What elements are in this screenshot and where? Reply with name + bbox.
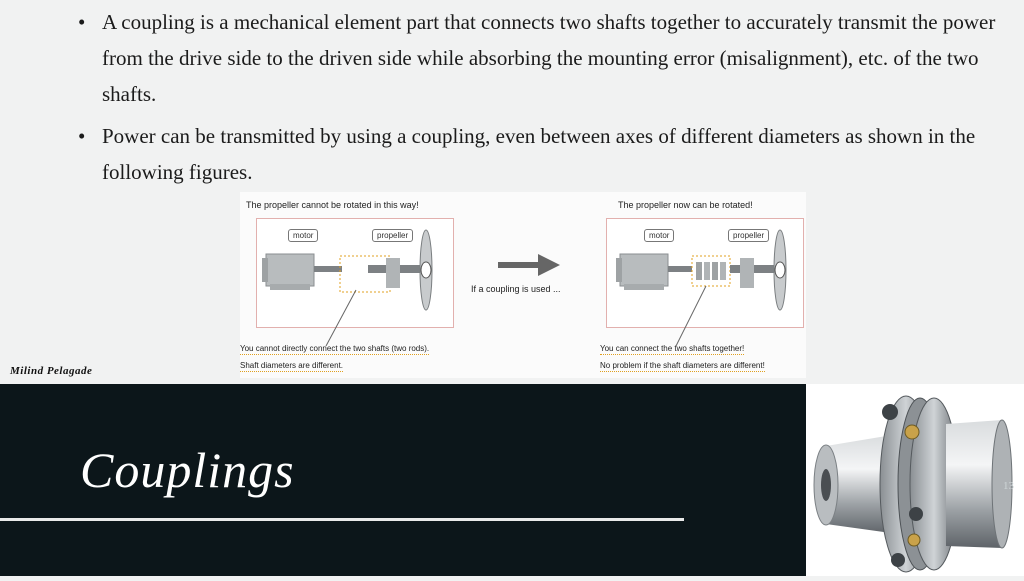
coupling-photo	[806, 384, 1024, 576]
bullet-list	[78, 4, 1013, 196]
right-motor-label: motor	[644, 229, 674, 242]
right-panel-title: The propeller now can be rotated!	[618, 200, 753, 210]
right-propeller-label: propeller	[728, 229, 769, 242]
title-underline	[0, 518, 684, 521]
left-panel-title: The propeller cannot be rotated in this way!	[246, 200, 419, 210]
left-assembly-illustration	[256, 218, 456, 358]
bullet-item	[78, 4, 1013, 112]
right-assembly-illustration	[606, 218, 806, 358]
bullet-text: Power can be transmitted by using a coupling, even between axes of different diameters as shown in the following figures.	[102, 124, 976, 184]
bullet-dot-icon: •	[78, 124, 86, 148]
left-note-1: You cannot directly connect the two shafts (two rods).	[240, 344, 430, 353]
arrow-right-icon	[498, 254, 562, 276]
arrow-caption: If a coupling is used ...	[471, 284, 561, 294]
left-motor-label: motor	[288, 229, 318, 242]
coupling-diagram	[240, 192, 806, 378]
left-note-2: Shaft diameters are different.	[240, 361, 344, 370]
bullet-text: A coupling is a mechanical element part that connects two shafts together to accurately transmit the power from the drive side to the driven side while absorbing the mounting error (misalignment), etc. of the two shafts.	[102, 10, 996, 106]
slide-title: Couplings	[80, 442, 295, 498]
bullet-item	[78, 118, 1013, 190]
page-number: 13	[1003, 480, 1014, 492]
author-name: Milind Pelagade	[10, 365, 93, 377]
right-note-2: No problem if the shaft diameters are different!	[600, 361, 765, 370]
right-note-1: You can connect the two shafts together!	[600, 344, 745, 353]
flexible-disc-coupling-image	[806, 384, 1024, 576]
bullet-dot-icon: •	[78, 10, 86, 34]
left-propeller-label: propeller	[372, 229, 413, 242]
